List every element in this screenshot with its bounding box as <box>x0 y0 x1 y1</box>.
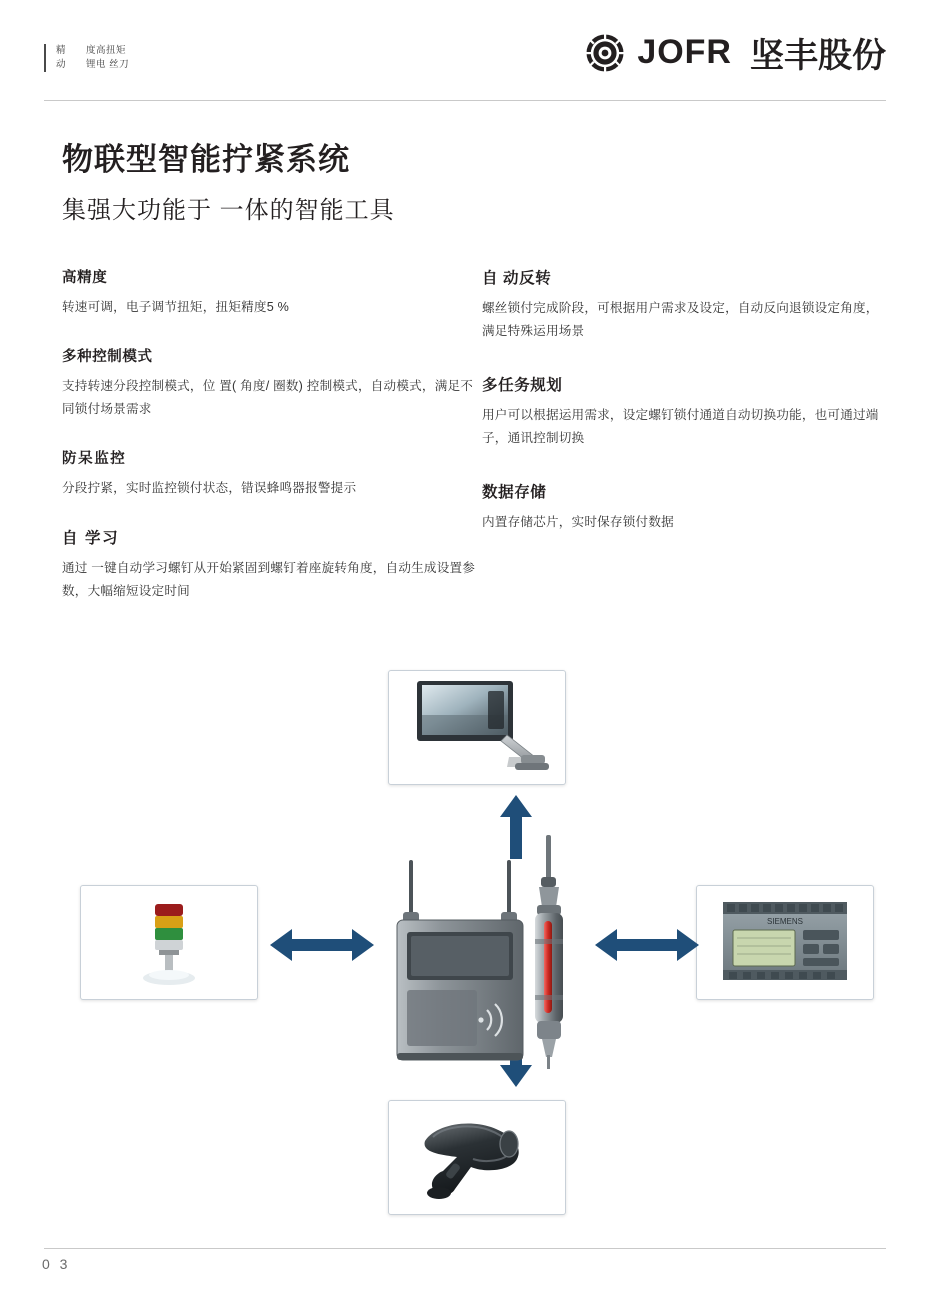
footer-divider <box>44 1248 886 1249</box>
page-header <box>44 28 886 94</box>
feature-item <box>482 266 882 343</box>
feature-column-left <box>62 266 482 621</box>
feature-item <box>482 373 882 450</box>
page-number: 0 3 <box>42 1256 71 1272</box>
feature-heading: 高精度 <box>62 270 108 286</box>
brand-vertical-rule <box>44 44 46 72</box>
feature-item <box>62 526 482 603</box>
feature-item <box>482 480 882 534</box>
arrow-right-icon <box>595 927 699 968</box>
page-subtitle: 集强大功能于 一体的智能工具 <box>62 197 395 224</box>
feature-item <box>62 266 482 319</box>
feature-heading: 多任务规划 <box>482 377 563 394</box>
feature-heading: 多种控制模式 <box>62 349 153 365</box>
feature-heading: 数据存储 <box>482 484 547 501</box>
brand-left-line-2: 动 锂电 丝刀 <box>56 59 130 70</box>
feature-heading: 防呆监控 <box>62 451 127 467</box>
antennas <box>403 860 517 924</box>
brand-name-en: JOFR <box>637 33 732 71</box>
brand-left-text-block <box>56 44 129 72</box>
feature-item <box>62 447 482 500</box>
plc-brand-label: SIEMENS <box>766 917 804 926</box>
barcode-scanner-card <box>388 1100 566 1215</box>
signal-tower-light-card <box>80 885 258 1000</box>
brand-logo <box>585 28 886 77</box>
monitor-icon <box>417 681 549 770</box>
barcode-scanner-icon <box>425 1123 519 1199</box>
feature-heading: 自 动反转 <box>482 270 552 287</box>
page-title: 物联型智能拧紧系统 <box>62 142 350 177</box>
feature-body: 通过 一键自动学习螺钉从开始紧固到螺钉着座旋转角度，自动生成设置参数，大幅缩短设定时间 <box>62 561 476 598</box>
electric-screwdriver-icon <box>515 835 585 1070</box>
feature-body: 支持转速分段控制模式，位 置( 角度/ 圈数) 控制模式，自动模式，满足不同锁付场景需求 <box>62 379 474 416</box>
monitor-panel-card <box>388 670 566 785</box>
feature-body: 内置存储芯片，实时保存锁付数据 <box>482 515 674 529</box>
brand-left-mark <box>44 44 129 72</box>
plc-controller-card <box>696 885 874 1000</box>
plc-icon <box>723 902 847 980</box>
feature-heading: 自 学习 <box>62 530 120 547</box>
gear-icon <box>585 33 625 73</box>
feature-body: 转速可调，电子调节扭矩，扭矩精度5 % <box>62 300 290 314</box>
brand-left-line-1: 精 度高扭矩 <box>56 45 127 56</box>
brand-name-cn: 坚丰股份 <box>750 37 886 75</box>
feature-body: 螺丝锁付完成阶段，可根据用户需求及设定，自动反向退锁设定角度，满足特殊运用场景 <box>482 301 879 338</box>
system-diagram <box>60 655 870 1235</box>
header-divider <box>44 100 886 101</box>
signal-tower-light-icon <box>143 904 195 985</box>
feature-body: 分段拧紧，实时监控锁付状态，错误蜂鸣器报警提示 <box>62 481 357 495</box>
feature-item <box>62 345 482 421</box>
arrow-left-icon <box>270 927 374 968</box>
feature-body: 用户可以根据运用需求，设定螺钉锁付通道自动切换功能，也可通过端子，通讯控制切换 <box>482 408 879 445</box>
feature-column-right <box>482 266 882 552</box>
